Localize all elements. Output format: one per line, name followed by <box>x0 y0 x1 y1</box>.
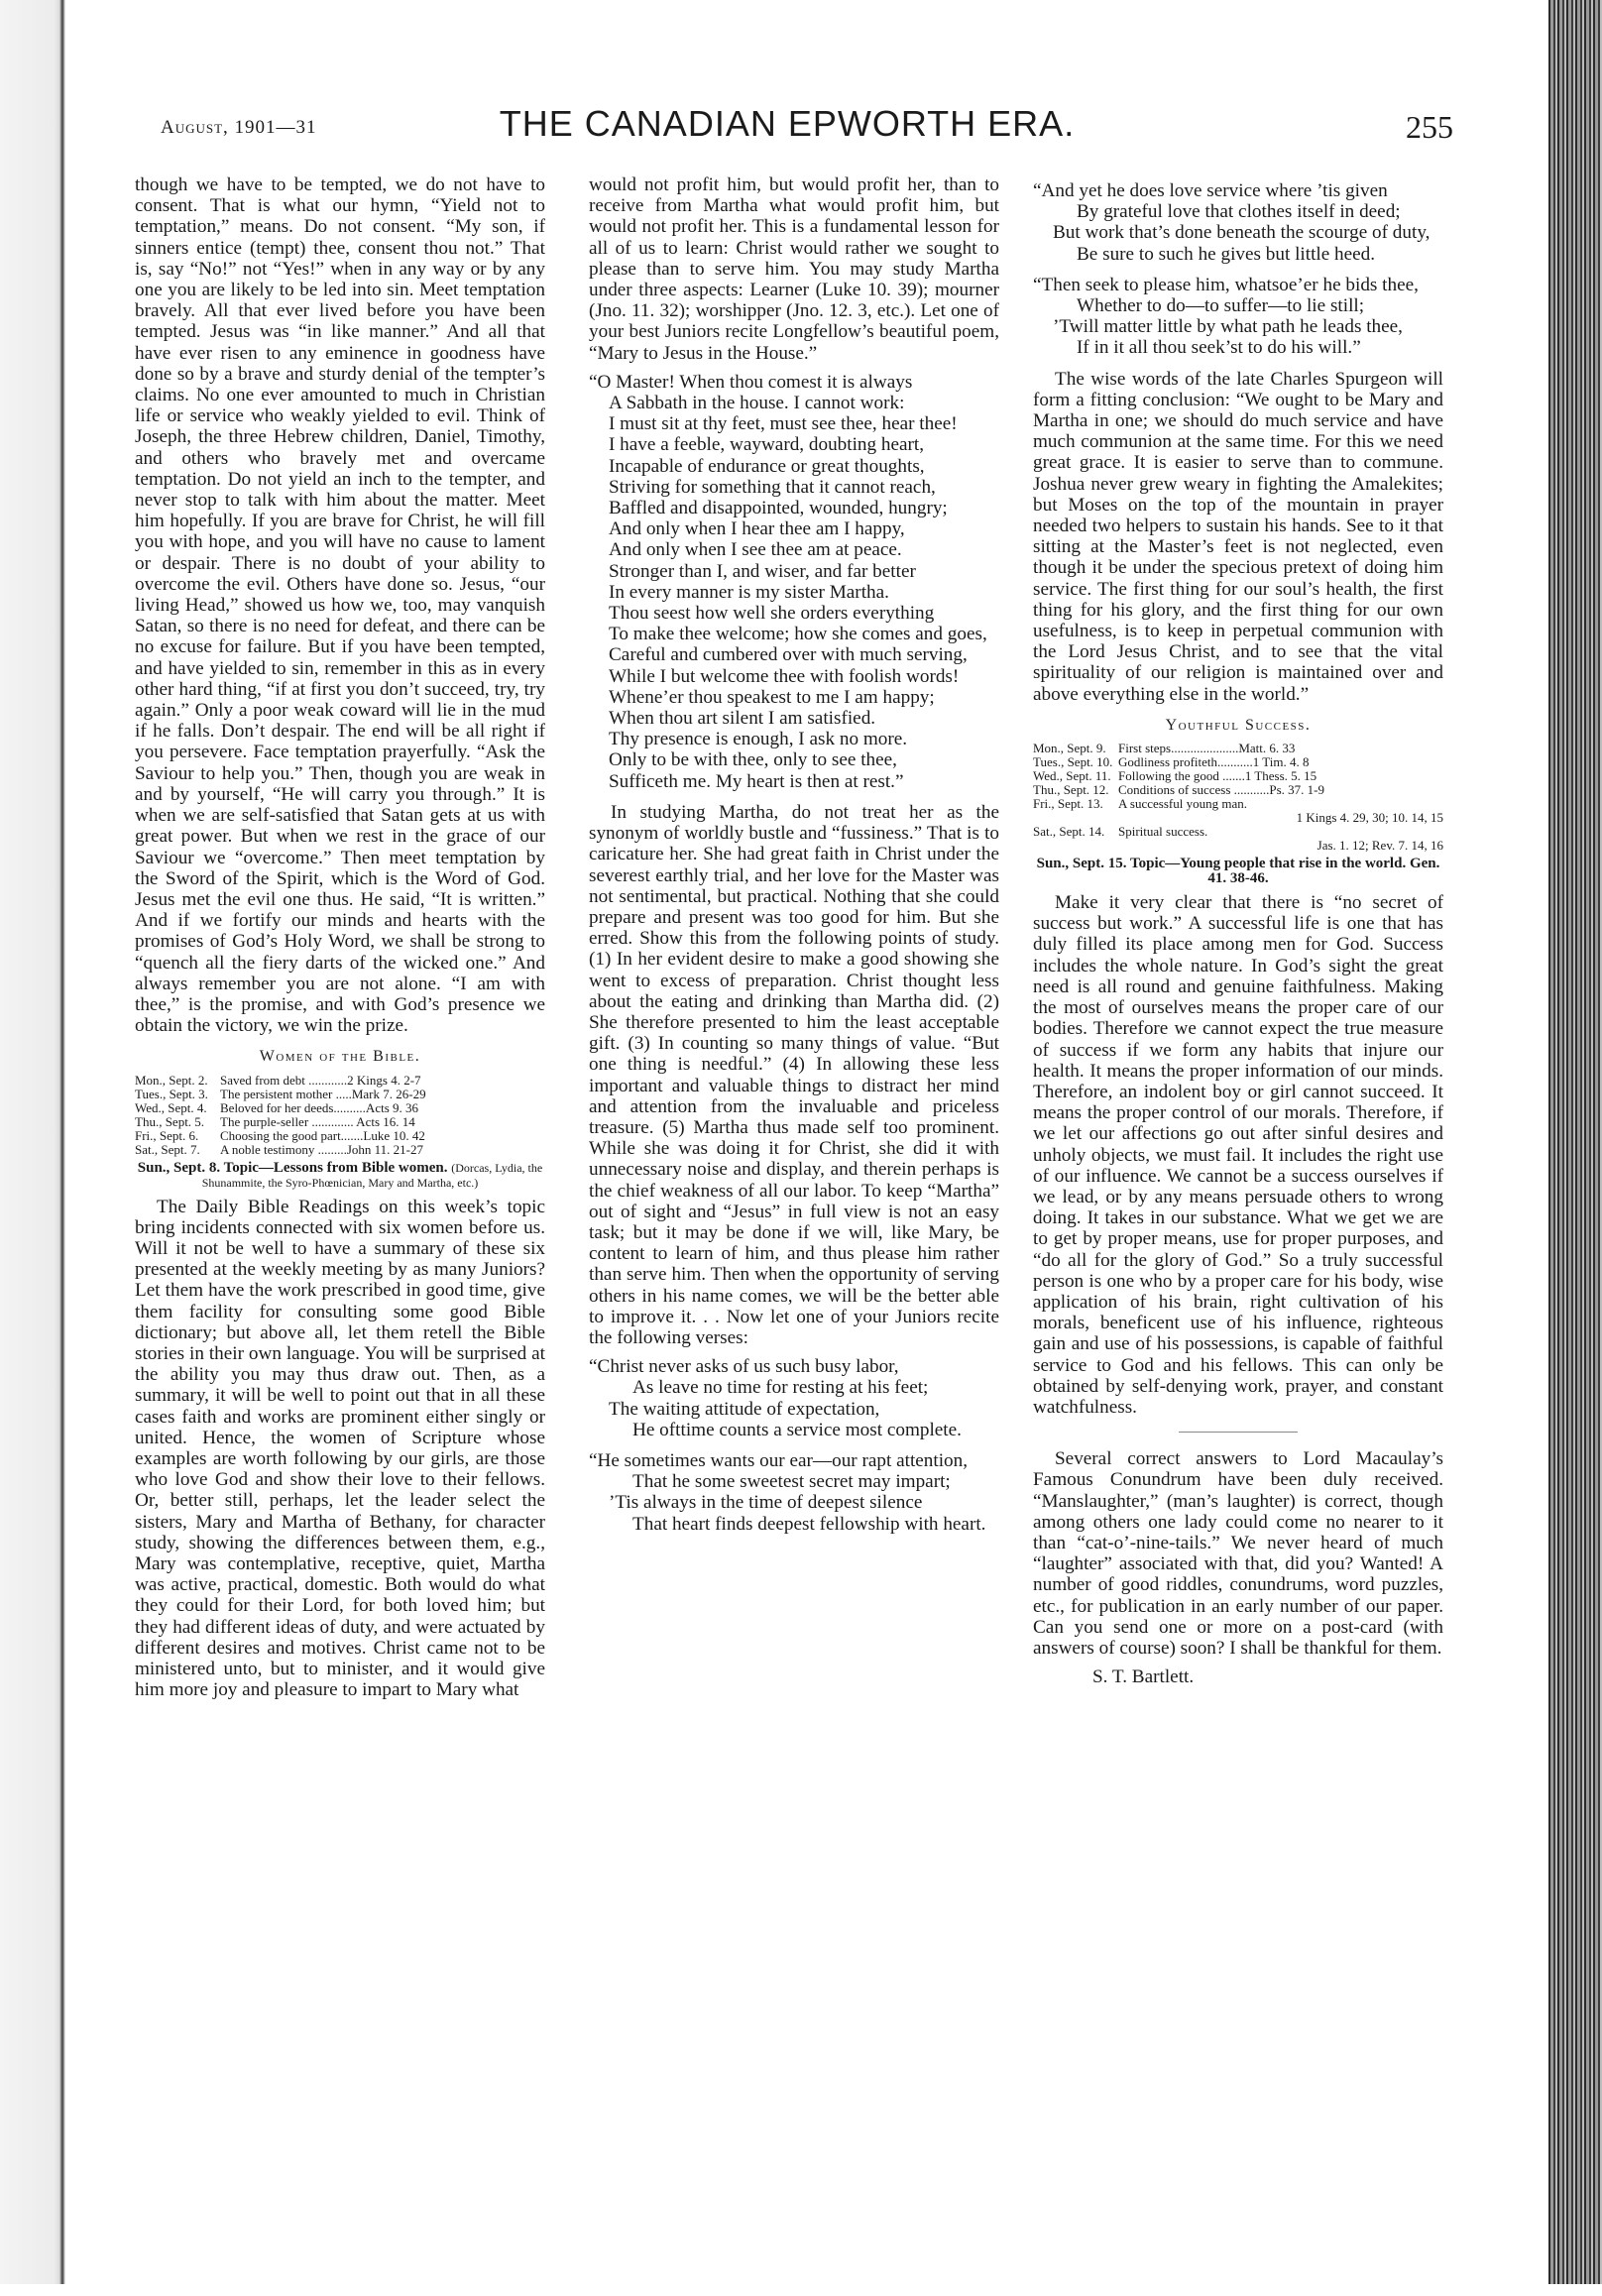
column-3 <box>1033 174 1443 2296</box>
schedule-text: Saved from debt ............2 Kings 4. 2-7 <box>220 1072 421 1088</box>
schedule-text: The purple-seller ............. Acts 16. 14 <box>220 1113 415 1129</box>
verse-line: Incapable of endurance or great thoughts, <box>609 455 925 477</box>
schedule-row <box>1033 797 1443 811</box>
section-title: Youthful Success. <box>1165 716 1312 734</box>
topic-heading: Sun., Sept. 15. Topic—Young people that rise in the world. Gen. 41. 38-46. <box>1036 856 1440 887</box>
schedule-text: The persistent mother .....Mark 7. 26-29 <box>220 1086 426 1101</box>
column-2 <box>589 174 999 2296</box>
section-title: Women of the Bible. <box>259 1048 421 1066</box>
schedule-day: Mon., Sept. 9. <box>1033 741 1106 756</box>
verse-line: I must sit at thy feet, must see thee, hear thee! <box>609 413 958 435</box>
verse-line: That heart finds deepest fellowship with heart. <box>632 1513 986 1535</box>
verse-line: I have a feeble, wayward, doubting heart, <box>609 434 925 456</box>
verse-line: Sufficeth me. My heart is then at rest.” <box>609 770 904 792</box>
verse-line: “He sometimes wants our ear—our rapt attention, <box>589 1449 969 1471</box>
magazine-page <box>117 95 1457 2256</box>
verse-line: Striving for something that it cannot reach, <box>609 476 936 498</box>
verse-line: “Then seek to please him, whatsoe’er he bids thee, <box>1033 274 1419 295</box>
topic-note: (Dorcas, Lydia, the Shunammite, the Syro-Phœnician, Mary and Martha, etc.) <box>201 1160 543 1190</box>
schedule-day: Sat., Sept. 7. <box>135 1141 200 1157</box>
schedule-day: Sat., Sept. 14. <box>1033 824 1105 840</box>
verse-line: As leave no time for resting at his feet; <box>632 1377 929 1399</box>
verse-line: Thou seest how well she orders everything <box>609 603 935 625</box>
topic-heading: Sun., Sept. 8. Topic—Lessons from Bible women. <box>137 1159 448 1176</box>
verse-line: He ofttime counts a service most complete. <box>632 1419 962 1440</box>
paragraph: The wise words of the late Charles Spurgeon will form a fitting conclusion: “We ought to be Mary and Martha in one; we should do much service and have much communion at the same time. For this we need great grace. It is easier to serve than to commune. Joshua never grew weary in fighting the Amalekites; but Moses on the top of the mountain in prayer needed two helpers to sustain his hands. See to it that sitting at the Master’s feet is not neglected, even though it be under the specious pretext of doing him service. The first thing for our soul’s health, the first thing for his glory, and the first thing for our own usefulness, is to keep in perpetual communion with the Lord Jesus Christ, and to see that the vital spirituality of our religion is maintained over and above everything else in the world.” <box>1033 368 1443 705</box>
divider <box>1179 1432 1298 1433</box>
page-edges <box>1548 0 1602 2284</box>
column-1 <box>135 174 545 2296</box>
schedule-day: Tues., Sept. 10. <box>1033 754 1113 770</box>
schedule-text: Beloved for her deeds..........Acts 9. 36 <box>220 1099 419 1115</box>
verse-line: Be sure to such he gives but little heed. <box>1077 243 1376 265</box>
schedule-day: Fri., Sept. 6. <box>135 1127 199 1143</box>
verse-line: When thou art silent I am satisfied. <box>609 708 876 730</box>
verse-line: Whether to do—to suffer—to lie still; <box>1077 295 1365 317</box>
schedule-day: Fri., Sept. 13. <box>1033 796 1103 812</box>
schedule-row <box>135 1074 545 1088</box>
verse-line: Stronger than I, and wiser, and far better <box>609 560 916 582</box>
schedule-row <box>1033 811 1443 825</box>
publication-title: THE CANADIAN EPWORTH ERA. <box>499 103 1076 144</box>
verse-line: Baffled and disappointed, wounded, hungry; <box>609 498 948 519</box>
weekly-topic <box>135 1161 545 1191</box>
schedule-day: Wed., Sept. 4. <box>135 1099 207 1115</box>
schedule-text: First steps.....................Matt. 6. 33 <box>1118 741 1296 756</box>
verse-line: ’Tis always in the time of deepest silence <box>609 1492 923 1514</box>
running-header <box>117 95 1457 153</box>
signature: S. T. Bartlett. <box>1092 1666 1195 1688</box>
verse-line: The waiting attitude of expectation, <box>609 1398 880 1420</box>
weekly-topic <box>1033 857 1443 886</box>
verse-line: While I but welcome thee with foolish words! <box>609 665 960 687</box>
schedule-text: 1 Kings 4. 29, 30; 10. 14, 15 <box>1296 810 1443 826</box>
verse-line: If in it all thou seek’st to do his will.” <box>1077 337 1361 359</box>
poem-christ-never-asks <box>589 1356 999 1535</box>
page-number: 255 <box>1406 109 1453 145</box>
schedule-row <box>135 1143 545 1157</box>
schedule-row <box>135 1101 545 1115</box>
verse-line: That he some sweetest secret may impart; <box>632 1471 951 1493</box>
schedule-row <box>135 1088 545 1101</box>
verse-line: “Christ never asks of us such busy labor, <box>589 1356 899 1378</box>
paragraph: In studying Martha, do not treat her as the synonym of worldly bustle and “fussiness.” That is to caricature her. She had great faith in Christ under the severest earthly trial, and her love for the Master was not sentimental, but practical. Nothing that she could prepare and present was too good for him. But she erred. Show this from the following points of study. (1) In her evident desire to make a good showing she went to excess of preparation. Christ thought less about the eating and drinking than Martha did. (2) She therefore presented to him the least acceptable gift. (3) In counting so many things of value. “But one thing is needful.” (4) In allowing these less important and valuable things to distract her mind and attention from the invaluable and priceless treasure. (5) Martha thus made self too prominent. While she was doing it for Christ, she did it with unnecessary noise and display, and therein perhaps is the chief weakness of all our labor. To keep “Martha” out of sight and “Jesus” in full view is not an easy task; but it may be done if we will, like Mary, be content to learn of him, and thus please him rather than serve him. Then when the opportunity of serving others in his name comes, we will be the better able to improve it. . . Now let one of your Juniors recite the following verses: <box>589 801 999 1348</box>
issue-date: August, 1901—31 <box>161 117 317 138</box>
schedule-row <box>135 1115 545 1129</box>
verse-line: Whene’er thou speakest to me I am happy; <box>609 686 935 708</box>
paragraph: though we have to be tempted, we do not have to consent. That is what our hymn, “Yield not to temptation,” means. Do not consent. “My son, if sinners entice (tempt) thee, consent thou not.” That is, say “No!” not “Yes!” when in any way or by any one you are likely to be led into sin. Meet temptation bravely. All that ever lived before you have been tempted. Jesus was “in like manner.” And all that have ever risen to any eminence in goodness have done so by a brave and sturdy denial of the tempter’s claims. No one ever amounted to much in Christian life or service who weakly yielded to evil. Think of Joseph, the three Hebrew children, Daniel, Timothy, and others who bravely met and overcame temptation. Do not yield an inch to the tempter, and never stop to talk with him about the matter. Meet him hopefully. If you are brave for Christ, he will fill you with hope, and you will have no cause to lament or despair. There is no doubt of your ability to overcome the evil. Others have done so. Jesus, “our living Head,” showed us how we, too, may vanquish Satan, so there is no need for defeat, and there can be no excuse for failure. But if you have been tempted, and have yielded to sin, remember in this as in every other hard thing, “if at first you don’t succeed, try, try again.” Only a poor weak coward will lie in the mud if he falls. Don’t despair. The end will be all right if you persevere. Face temptation prayerfully. “Ask the Saviour to help you.” Then, though you are weak in and by yourself, “He will carry you through.” It is when we are self-satisfied that Satan gets at us with great power. But when we rest in the grace of our Saviour we “overcome.” Then meet temptation by the Sword of the Spirit, which is the Word of God. Jesus met the evil one thus. He said, “It is written.” And if we fortify our minds and hearts with the promises of God’s Holy Word, we shall be strong to “quench all the fiery darts of the wicked one.” And always remember you are not alone. “I am with thee,” is the promise, and with God’s presence we obtain the victory, we win the prize. <box>135 174 545 1037</box>
schedule-text: Conditions of success ...........Ps. 37. 1-9 <box>1118 782 1324 798</box>
schedule-text: A successful young man. <box>1118 796 1247 812</box>
schedule-row <box>135 1129 545 1143</box>
verse-line: And only when I hear thee am I happy, <box>609 518 905 540</box>
reading-schedule <box>135 1074 545 1157</box>
verse-line: In every manner is my sister Martha. <box>609 581 889 603</box>
schedule-text: Godliness profiteth...........1 Tim. 4. 8 <box>1118 754 1310 770</box>
verse-line: And only when I see thee am at peace. <box>609 539 902 561</box>
paragraph: Several correct answers to Lord Macaulay’s Famous Conundrum have been duly received. “Manslaughter,” (man’s laughter) is correct, though among others one lady could come no nearer to it than “cat-o’-nine-tails.” We never heard of much “laughter” associated with that, did you? Wanted! A number of good riddles, conundrums, word puzzles, etc., for publication in an early number of our paper. Can you send one or more on a post-card (with answers of course) soon? I shall be thankful for them. <box>1033 1448 1443 1659</box>
schedule-day: Wed., Sept. 11. <box>1033 768 1111 784</box>
schedule-text: Following the good .......1 Thess. 5. 15 <box>1118 768 1317 784</box>
schedule-row <box>1033 783 1443 797</box>
schedule-text: Spiritual success. <box>1118 824 1208 840</box>
paragraph: Make it very clear that there is “no secret of success but work.” A successful life is one that has duly filled its place among men for God. Success includes the whole nature. In God’s sight the great need is all round and genuine faithfulness. Making the most of ourselves means the proper care of our bodies. Therefore we cannot expect the true measure of success if we form any habits that injure our health. It means the proper information of our minds. Therefore, an indolent boy or girl cannot succeed. It means the proper control of our morals. Therefore, if we let our affections go out after sinful desires and unholy objects, we must fail. It includes the right use of our influence. We cannot be a success ourselves if we lead, or by any means persuade others to wrong doing. It takes in our substance. What we get we are to get by proper means, use for proper purposes, and “do all for the glory of God.” So a truly successful person is one who by a proper care for his body, wise application of his brain, right cultivation of his morals, beneficent use of his influence, righteous gain and use of his possessions, is capable of faithful service to God and his fellows. This can only be obtained by self-denying work, prayer, and constant watchfulness. <box>1033 892 1443 1418</box>
verse-line: To make thee welcome; how she comes and goes, <box>609 624 987 645</box>
paragraph: would not profit him, but would profit her, than to receive from Martha what would profit him, but would not profit her. This is a fundamental lesson for all of us to learn: Christ would rather we sought to please than to serve him. You may study Martha under three aspects: Learner (Luke 10. 39); mourner (Jno. 11. 32); worshipper (Jno. 12. 3, etc.). Let one of your best Juniors recite Longfellow’s beautiful poem, “Mary to Jesus in the House.” <box>589 174 999 364</box>
schedule-day: Thu., Sept. 5. <box>135 1113 205 1129</box>
schedule-day: Mon., Sept. 2. <box>135 1072 208 1088</box>
schedule-row <box>1033 755 1443 769</box>
reading-schedule <box>1033 742 1443 853</box>
verse-line: A Sabbath in the house. I cannot work: <box>609 393 905 414</box>
verse-line: Thy presence is enough, I ask no more. <box>609 729 908 750</box>
verse-line: “And yet he does love service where ’tis given <box>1033 180 1388 201</box>
schedule-row <box>1033 839 1443 853</box>
schedule-text: Choosing the good part.......Luke 10. 42 <box>220 1127 425 1143</box>
verse-line: Only to be with thee, only to see thee, <box>609 749 897 771</box>
schedule-row <box>1033 769 1443 783</box>
verse-line: ’Twill matter little by what path he leads thee, <box>1053 316 1403 338</box>
book-gutter <box>0 0 65 2284</box>
schedule-row <box>1033 742 1443 755</box>
schedule-text: Jas. 1. 12; Rev. 7. 14, 16 <box>1316 838 1443 854</box>
verse-line: “O Master! When thou comest it is always <box>589 371 913 393</box>
paragraph: The Daily Bible Readings on this week’s topic bring incidents connected with six women before us. Will it not be well to have a summary of these six presented at the weekly meeting by as many Juniors? Let them have the work prescribed in good time, give them facility for consulting some good Bible dictionary; but above all, let them retell the Bible stories in their own language. You will be surprised at the ability you may thus draw out. Then, as a summary, it will be well to point out that in all these cases faith and works are prominent either singly or united. Hence, the women of Scripture whose examples are worth following by our girls, are those who love God and show their love to their fellows. Or, better still, perhaps, let the leader select the sisters, Mary and Martha of Bethany, for character study, showing the differences between them, e.g., Mary was contemplative, receptive, quiet, Martha was active, practical, domestic. Both would do what they could for their Lord, for both loved him; but they had different ideas of duty, and were actuated by different desires and motives. Christ came not to be ministered unto, but to minister, and it would give him more joy and pleasure to impart to Mary what <box>135 1196 545 1701</box>
schedule-day: Thu., Sept. 12. <box>1033 782 1109 798</box>
schedule-text: A noble testimony .........John 11. 21-27 <box>220 1141 423 1157</box>
poem-mary-to-jesus <box>589 372 999 792</box>
poem-continued <box>1033 180 1443 359</box>
schedule-day: Tues., Sept. 3. <box>135 1086 208 1101</box>
verse-line: By grateful love that clothes itself in deed; <box>1077 201 1401 223</box>
schedule-row <box>1033 825 1443 839</box>
verse-line: But work that’s done beneath the scourge of duty, <box>1053 222 1430 244</box>
verse-line: Careful and cumbered over with much serving, <box>609 644 968 666</box>
text-columns <box>135 174 1443 2296</box>
